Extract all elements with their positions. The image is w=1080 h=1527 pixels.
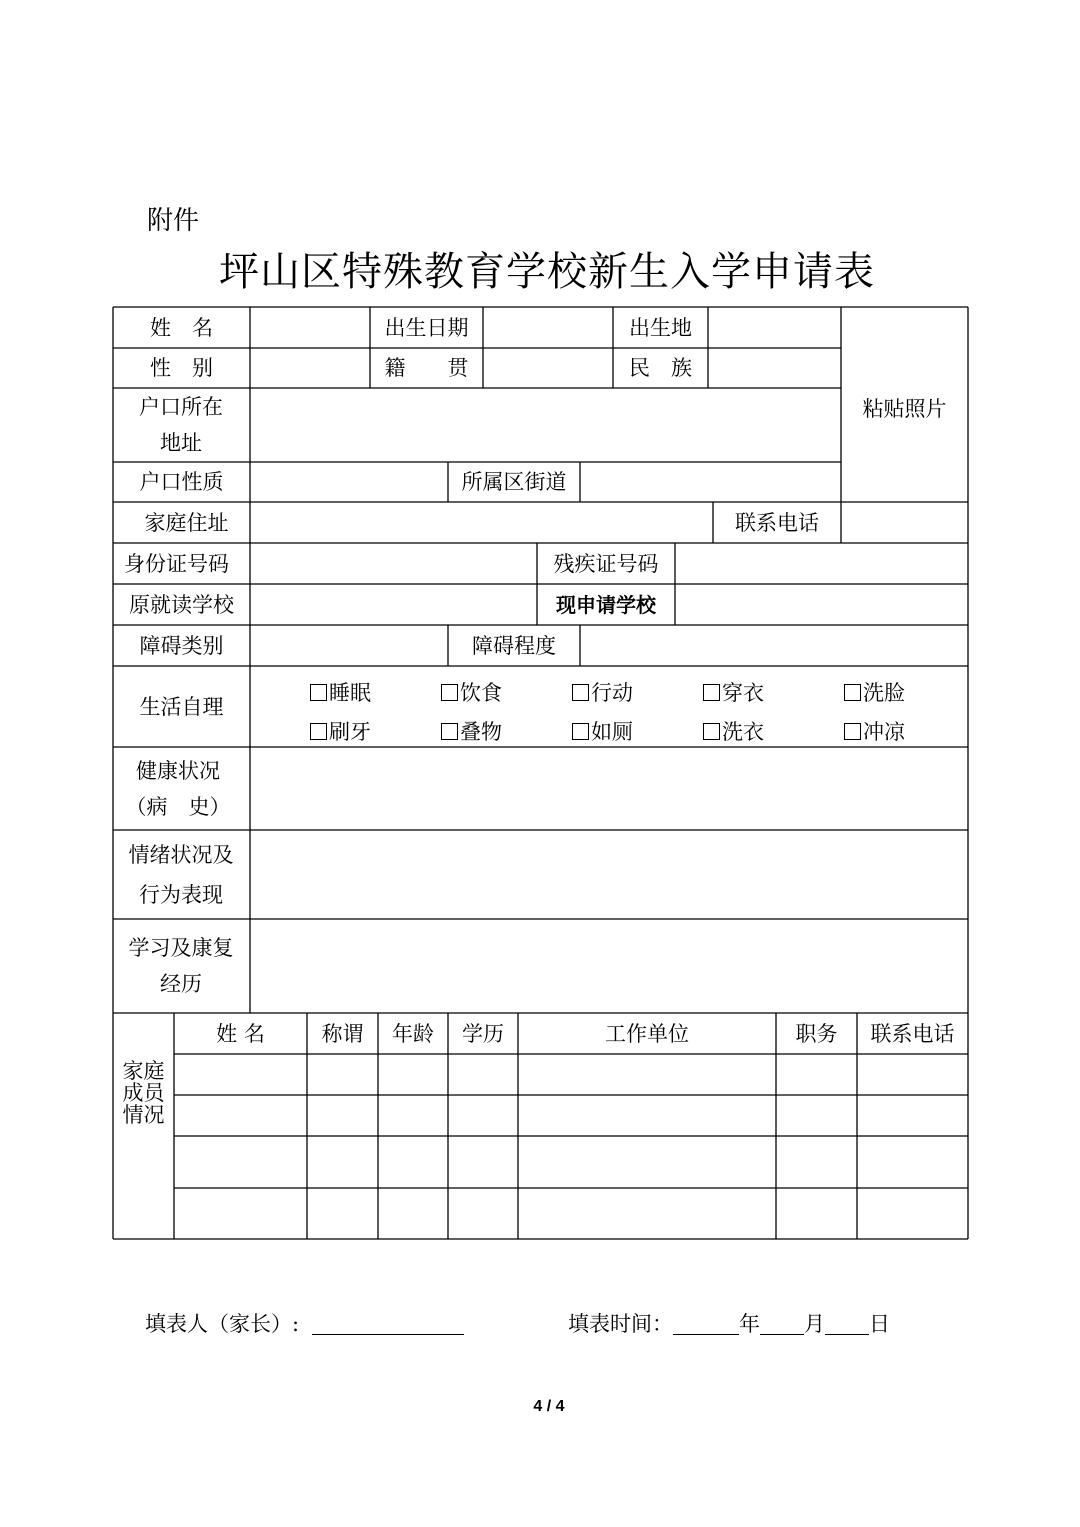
- checkbox-icon: [703, 723, 720, 740]
- checkbox-dressing[interactable]: 穿衣: [703, 677, 764, 707]
- family-header-employer: 工作单位: [605, 1021, 689, 1046]
- label-prev-school: 原就读学校: [129, 592, 234, 617]
- checkbox-icon: [441, 723, 458, 740]
- checkbox-icon: [844, 684, 861, 701]
- filler-label: 填表人（家长）:: [145, 1312, 300, 1336]
- day-label: 日: [869, 1312, 890, 1336]
- checkbox-icon: [703, 684, 720, 701]
- label-hukou-type: 户口性质: [139, 470, 224, 494]
- label-health: 健康状况（病 史）: [125, 758, 231, 819]
- fill-time: [568, 1308, 890, 1338]
- checkbox-teeth-brushing[interactable]: 刷牙: [310, 716, 371, 746]
- checkbox-icon: [310, 684, 327, 701]
- checkbox-bathing[interactable]: 冲凉: [844, 716, 905, 746]
- month-blank[interactable]: [760, 1312, 804, 1335]
- checkbox-icon: [441, 684, 458, 701]
- attachment-label: 附件: [147, 206, 200, 236]
- label-name: 姓 名: [150, 315, 213, 340]
- page-number: 4 / 4: [533, 1398, 565, 1415]
- label-hukou-address: 户口所在地址: [139, 395, 223, 455]
- label-ethnicity: 民 族: [629, 356, 692, 380]
- family-header-position: 职务: [795, 1021, 838, 1046]
- checkbox-folding[interactable]: 叠物: [441, 716, 502, 746]
- fill-time-label: 填表时间：: [568, 1312, 673, 1336]
- form-title: 坪山区特殊教育学校新生入学申请表: [219, 249, 875, 295]
- family-header-education: 学历: [462, 1021, 504, 1046]
- label-gender: 性 别: [150, 356, 213, 380]
- filler-blank[interactable]: [312, 1312, 464, 1335]
- year-blank[interactable]: [673, 1312, 739, 1335]
- day-blank[interactable]: [825, 1312, 869, 1335]
- label-self-care: 生活自理: [139, 694, 224, 719]
- label-disability-type: 障碍类别: [139, 633, 224, 658]
- family-header-name: 姓 名: [216, 1021, 265, 1046]
- checkbox-icon: [572, 723, 589, 740]
- checkbox-laundry[interactable]: 洗衣: [703, 716, 764, 746]
- checkbox-icon: [844, 723, 861, 740]
- label-sub-district: 所属区街道: [461, 470, 567, 494]
- month-label: 月: [804, 1312, 825, 1336]
- checkbox-mobility[interactable]: 行动: [572, 677, 633, 707]
- label-disability-cert: 残疾证号码: [553, 551, 659, 576]
- filler-signature: [145, 1308, 464, 1338]
- family-header-relation: 称谓: [321, 1021, 364, 1046]
- label-contact-phone: 联系电话: [735, 510, 819, 535]
- label-emotion: 情绪状况及行为表现: [128, 842, 234, 907]
- label-apply-school: 现申请学校: [556, 592, 656, 617]
- label-birth-date: 出生日期: [384, 315, 469, 340]
- label-birthplace: 出生地: [629, 315, 692, 340]
- checkbox-face-washing[interactable]: 洗脸: [844, 677, 905, 707]
- label-native-place: 籍 贯: [384, 356, 469, 380]
- checkbox-icon: [572, 684, 589, 701]
- family-header-phone: 联系电话: [870, 1021, 955, 1046]
- label-disability-level: 障碍程度: [472, 633, 556, 658]
- checkbox-toileting[interactable]: 如厕: [572, 716, 633, 746]
- checkbox-eating[interactable]: 饮食: [441, 677, 502, 707]
- year-label: 年: [739, 1312, 760, 1336]
- family-header-age: 年龄: [392, 1021, 434, 1046]
- checkbox-sleep[interactable]: 睡眠: [310, 677, 371, 707]
- label-id-number: 身份证号码: [124, 551, 229, 576]
- label-photo: 粘贴照片: [862, 397, 947, 421]
- label-learning: 学习及康复经历: [128, 936, 234, 996]
- label-family: 家庭成员情况: [122, 1059, 165, 1127]
- label-home-address: 家庭住址: [144, 510, 229, 535]
- checkbox-icon: [310, 723, 327, 740]
